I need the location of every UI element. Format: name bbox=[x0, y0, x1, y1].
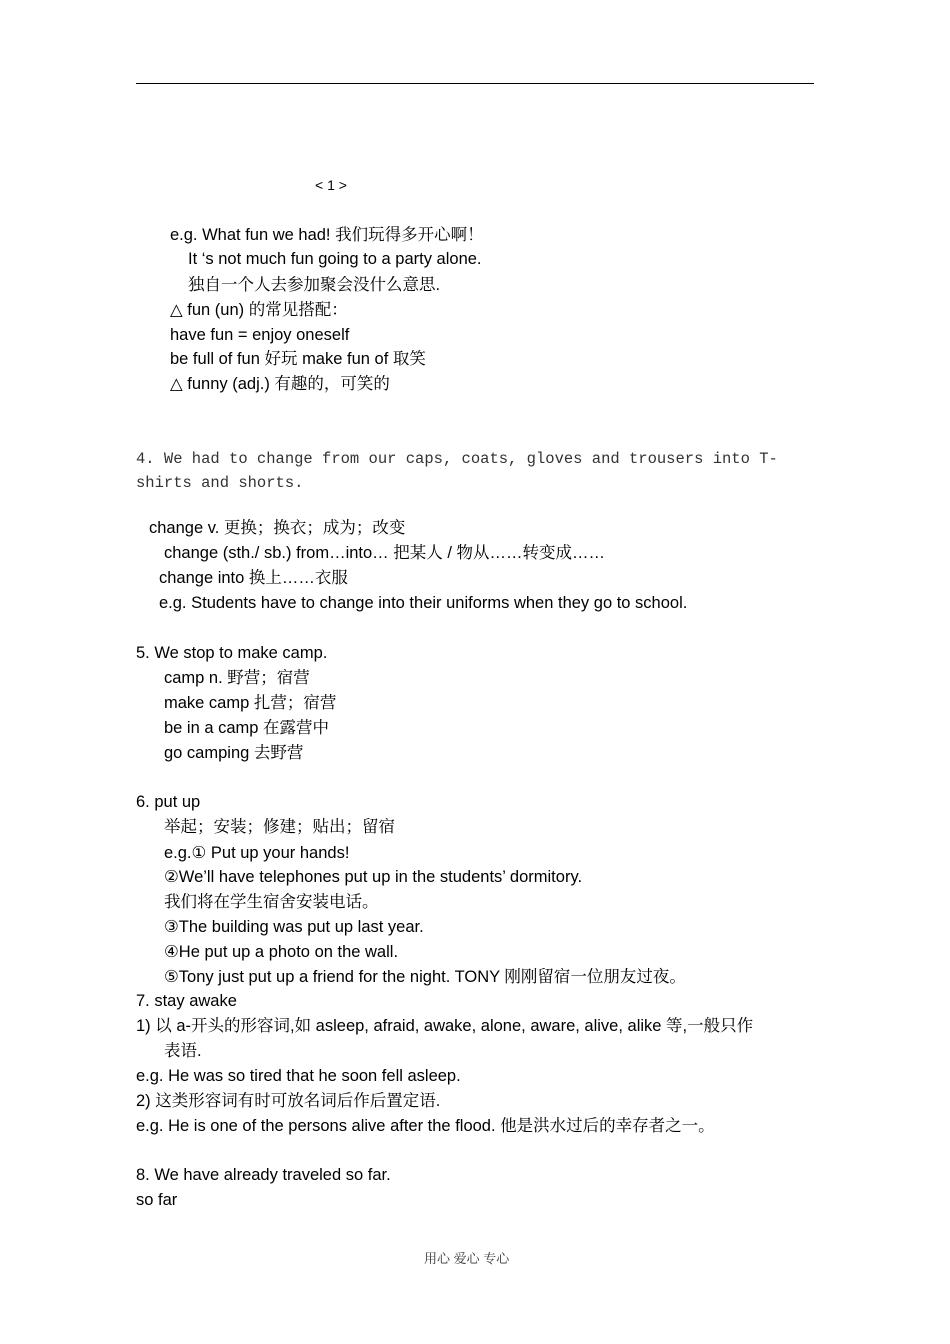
example-line: ③The building was put up last year. bbox=[164, 918, 424, 936]
page-marker: < 1 > bbox=[315, 177, 347, 193]
phrase-line: be full of fun 好玩 make fun of 取笑 bbox=[170, 350, 426, 368]
definition-line: camp n. 野营；宿营 bbox=[164, 669, 310, 687]
translation-line: 独自一个人去参加聚会没什么意思. bbox=[188, 276, 441, 294]
sentence-4-line: 4. We had to change from our caps, coats, gloves and trousers into T- bbox=[136, 450, 778, 468]
phrase-line: change into 换上……衣服 bbox=[159, 569, 348, 587]
phrase-line: make camp 扎营；宿营 bbox=[164, 694, 337, 712]
sentence-4-line: shirts and shorts. bbox=[136, 474, 304, 492]
item-6-heading: 6. put up bbox=[136, 793, 201, 811]
phrase-line: go camping 去野营 bbox=[164, 744, 304, 762]
example-line: e.g. Students have to change into their uniforms when they go to school. bbox=[159, 594, 688, 612]
item-8-heading: 8. We have already traveled so far. bbox=[136, 1166, 391, 1184]
page-footer: 用心 爱心 专心 bbox=[424, 1251, 510, 1266]
rule-line: 表语. bbox=[164, 1042, 202, 1060]
header-rule bbox=[136, 83, 814, 84]
item-7-heading: 7. stay awake bbox=[136, 992, 237, 1010]
phrase-line: so far bbox=[136, 1191, 178, 1209]
translation-line: 我们将在学生宿舍安装电话。 bbox=[164, 893, 379, 911]
item-5-heading: 5. We stop to make camp. bbox=[136, 644, 328, 662]
definition-line: 举起；安装；修建；贴出；留宿 bbox=[164, 818, 395, 836]
example-line: ⑤Tony just put up a friend for the night. TONY 刚刚留宿一位朋友过夜。 bbox=[164, 968, 686, 986]
rule-line: 1) 以 a-开头的形容词,如 asleep, afraid, awake, alone, aware, alive, alike 等,一般只作 bbox=[136, 1017, 754, 1035]
example-line: ④He put up a photo on the wall. bbox=[164, 943, 399, 961]
note-line: △ fun (un) 的常见搭配： bbox=[170, 301, 348, 319]
definition-line: change v. 更换；换衣；成为；改变 bbox=[149, 519, 406, 537]
example-line: e.g.① Put up your hands! bbox=[164, 844, 350, 862]
phrase-line: be in a camp 在露营中 bbox=[164, 719, 330, 737]
example-line: e.g. He is one of the persons alive after the flood. 他是洪水过后的幸存者之一。 bbox=[136, 1117, 715, 1135]
example-line: e.g. He was so tired that he soon fell asleep. bbox=[136, 1067, 461, 1085]
phrase-line: have fun = enjoy oneself bbox=[170, 326, 350, 344]
example-line: ②We’ll have telephones put up in the students’ dormitory. bbox=[164, 868, 583, 886]
example-line: e.g. What fun we had! 我们玩得多开心啊！ bbox=[170, 226, 484, 244]
example-line: It ‘s not much fun going to a party alone. bbox=[188, 250, 482, 268]
phrase-line: change (sth./ sb.) from…into… 把某人 / 物从……转变成…… bbox=[164, 544, 606, 562]
note-line: △ funny (adj.) 有趣的，可笑的 bbox=[170, 375, 390, 393]
rule-line: 2) 这类形容词有时可放名词后作后置定语. bbox=[136, 1092, 441, 1110]
